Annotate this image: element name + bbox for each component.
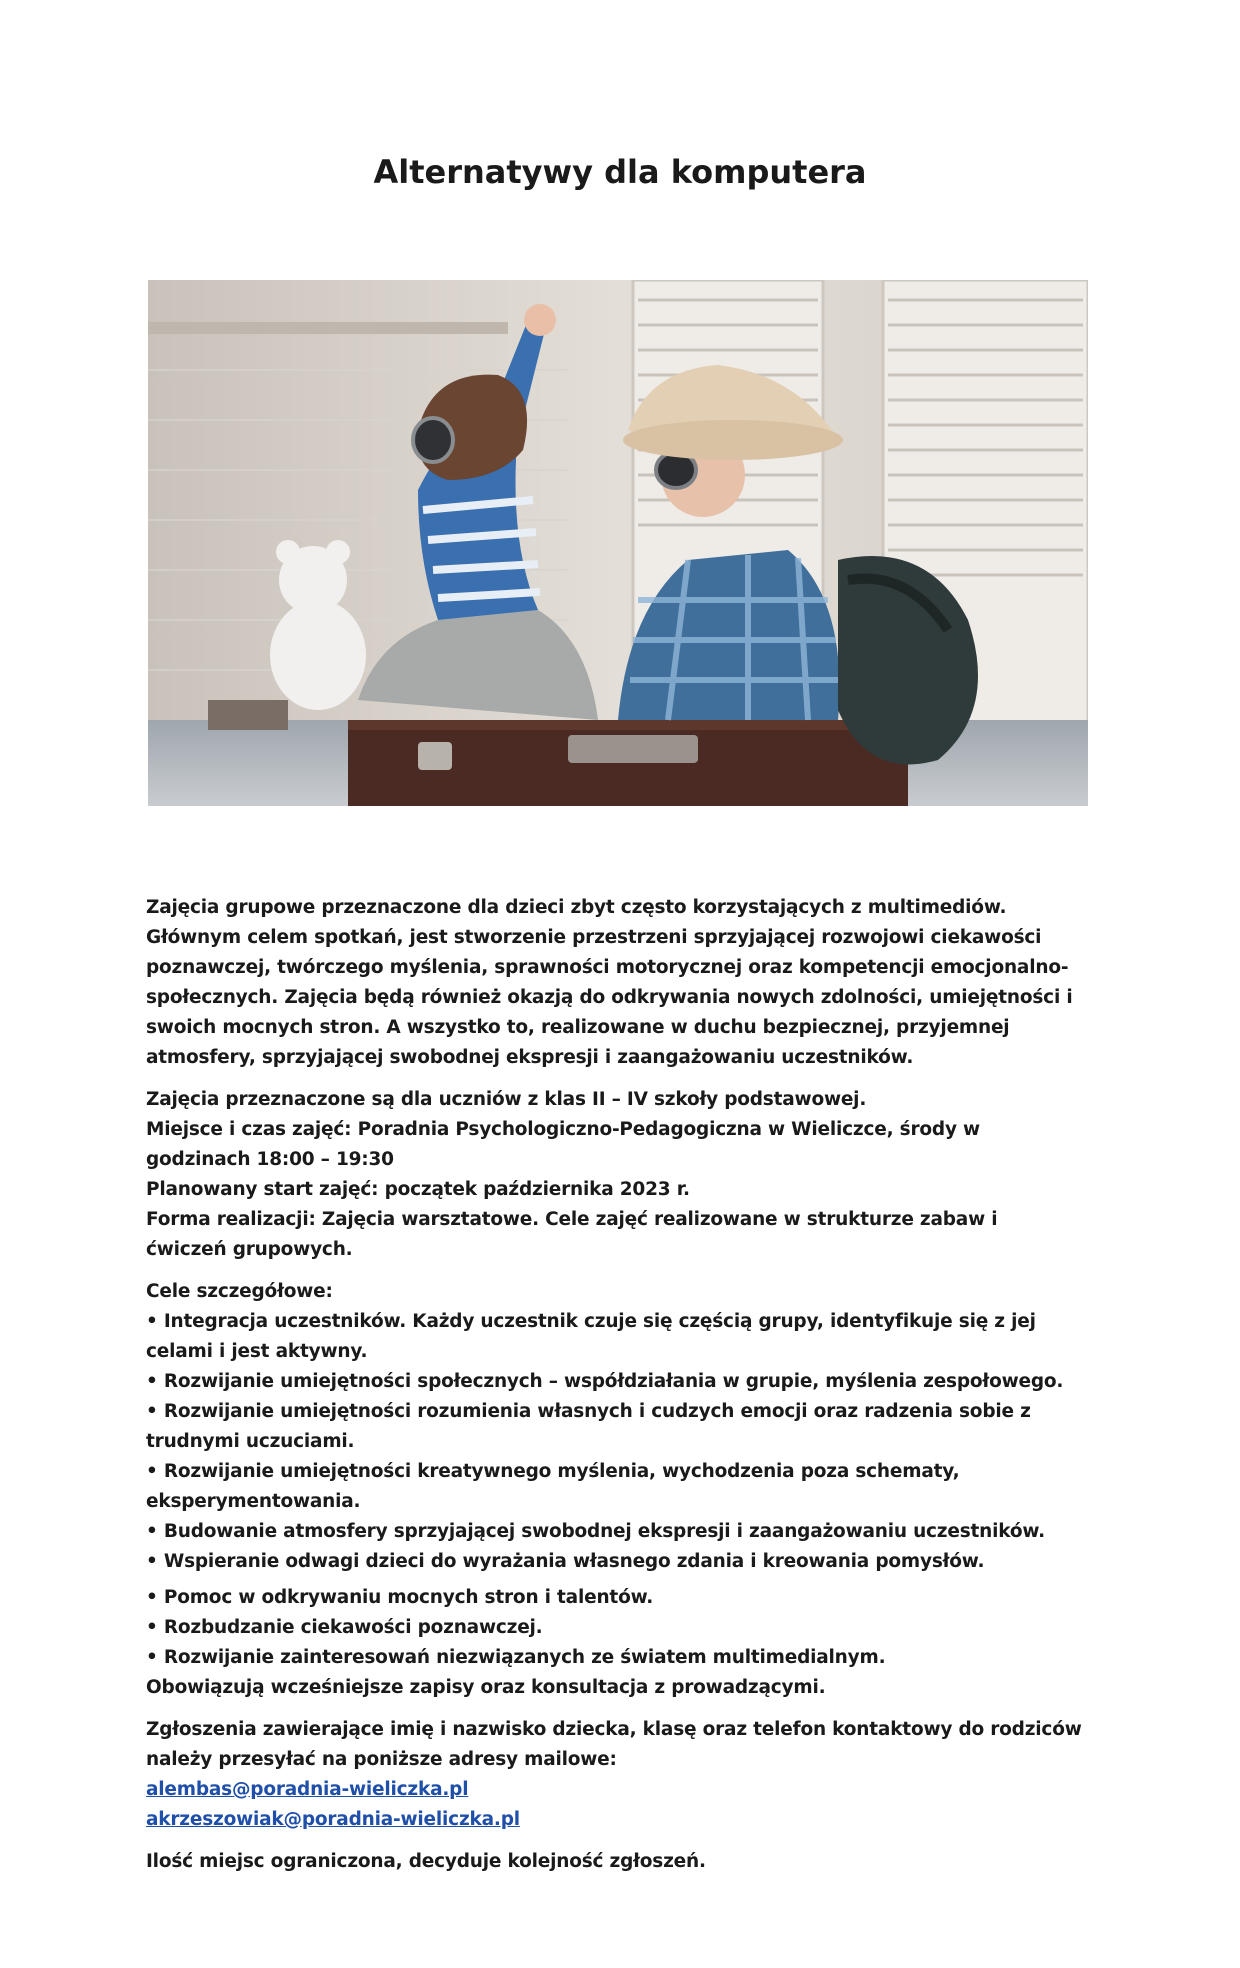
place-time-line: Miejsce i czas zajęć: Poradnia Psychologiczno-Pedagogiczna w Wieliczce, środy w godzinach 18:00 – 19:30: [146, 1119, 980, 1170]
audience-line: Zajęcia przeznaczone są dla uczniów z klas II – IV szkoły podstawowej.: [146, 1089, 867, 1110]
goals-block: [146, 1277, 1082, 1703]
goal-item: • Rozwijanie umiejętności społecznych – współdziałania w grupie, myślenia zespołowego.: [146, 1371, 1064, 1392]
goal-item: • Rozwijanie umiejętności rozumienia własnych i cudzych emocji oraz radzenia sobie z trudnymi uczuciami.: [146, 1401, 1031, 1452]
goal-item: • Rozbudzanie ciekawości poznawczej.: [146, 1617, 543, 1638]
document-body: [146, 893, 1082, 1889]
goal-item: • Rozwijanie umiejętności kreatywnego myślenia, wychodzenia poza schematy, eksperymentowania.: [146, 1461, 960, 1512]
page-title: Alternatywy dla komputera: [373, 153, 867, 191]
goals-heading: Cele szczegółowe:: [146, 1281, 333, 1302]
goal-item: • Budowanie atmosfery sprzyjającej swobodnej ekspresji i zaangażowaniu uczestników.: [146, 1521, 1045, 1542]
intro-paragraph: Zajęcia grupowe przeznaczone dla dzieci zbyt często korzystających z multimediów. Głównym celem spotkań, jest stworzenie przestrzeni sprzyjającej rozwojowi ciekawości poznawczej, twórczego myślenia, sprawności motorycznej oraz kompetencji emocjonalno-społecznych. Zajęcia będą również okazją do odkrywania nowych zdolności, umiejętności i swoich mocnych stron. A wszystko to, realizowane w duchu bezpiecznej, przyjemnej atmosfery, sprzyjającej swobodnej ekspresji i zaangażowaniu uczestników.: [146, 897, 1073, 1068]
goal-item: • Wspieranie odwagi dzieci do wyrażania własnego zdania i kreowania pomysłów.: [146, 1551, 985, 1572]
children-photo: [148, 280, 1088, 806]
children-in-suitcase-illustration: [148, 280, 1088, 806]
start-line: Planowany start zajęć: początek października 2023 r.: [146, 1179, 690, 1200]
form-line: Forma realizacji: Zajęcia warsztatowe. Cele zajęć realizowane w strukturze zabaw i ćwiczeń grupowych.: [146, 1209, 998, 1260]
registration-note: Obowiązują wcześniejsze zapisy oraz konsultacja z prowadzącymi.: [146, 1677, 826, 1698]
goal-item: • Integracja uczestników. Każdy uczestnik czuje się częścią grupy, identyfikuje się z jej celami i jest aktywny.: [146, 1311, 1036, 1362]
goal-item: • Rozwijanie zainteresowań niezwiązanych ze światem multimedialnym.: [146, 1647, 886, 1668]
footer-note: Ilość miejsc ograniczona, decyduje kolejność zgłoszeń.: [146, 1851, 706, 1872]
email-link-akrzeszowiak[interactable]: akrzeszowiak@poradnia-wieliczka.pl: [146, 1809, 520, 1830]
goal-item: • Pomoc w odkrywaniu mocnych stron i talentów.: [146, 1587, 654, 1608]
email-link-alembas[interactable]: alembas@poradnia-wieliczka.pl: [146, 1779, 469, 1800]
registration-block: [146, 1715, 1082, 1835]
info-block: [146, 1085, 1082, 1265]
registration-text: Zgłoszenia zawierające imię i nazwisko dziecka, klasę oraz telefon kontaktowy do rodziców należy przesyłać na poniższe adresy mailowe:: [146, 1719, 1082, 1770]
